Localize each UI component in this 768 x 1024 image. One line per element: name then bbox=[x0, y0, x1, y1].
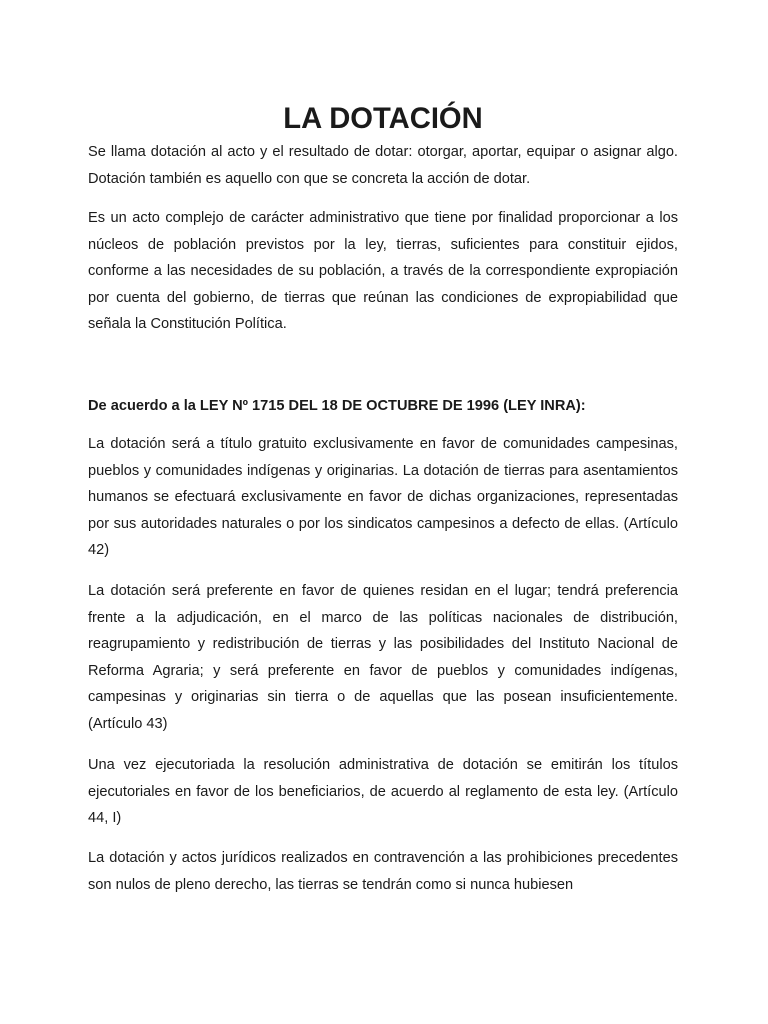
section-paragraph-article-43: La dotación será preferente en favor de quienes residan en el lugar; tendrá preferencia frente a la adjudicación, en el marco de las políticas nacionales de distribución, reagrupamiento y redistribución de tierras y las posibilidades del Instituto Nacional de Reforma Agraria; y será preferente en favor de pueblos y comunidades indígenas, campesinas y originarias sin tierra o de aquellas que las posean insuficientemente. (Artículo 43) bbox=[88, 583, 678, 732]
section-paragraph-article-44: Una vez ejecutoriada la resolución administrativa de dotación se emitirán los títulos ejecutoriales en favor de los beneficiarios, de acuerdo al reglamento de esta ley. (Artículo 44, I) bbox=[88, 757, 678, 827]
section-paragraph-article-42: La dotación será a título gratuito exclusivamente en favor de comunidades campesinas, pueblos y comunidades indígenas y originarias. La dotación de tierras para asentamientos humanos se efectuará exclusivamente en favor de dichas organizaciones, representadas por sus autoridades naturales o por los sindicatos campesinos a defecto de ellas. (Artículo 42) bbox=[88, 436, 678, 559]
document-title: LA DOTACIÓN bbox=[283, 103, 483, 135]
intro-paragraph-1: Se llama dotación al acto y el resultado de dotar: otorgar, aportar, equipar o asignar algo. Dotación también es aquello con que se concreta la acción de dotar. bbox=[88, 144, 678, 187]
intro-paragraph-2: Es un acto complejo de carácter administrativo que tiene por finalidad proporcionar a los núcleos de población previstos por la ley, tierras, suficientes para constituir ejidos, conforme a las necesidades de su población, a través de la correspondiente expropiación por cuenta del gobierno, de tierras que reúnan las condiciones de expropiabilidad que señala la Constitución Política. bbox=[88, 210, 678, 333]
section-heading: De acuerdo a la LEY Nº 1715 DEL 18 DE OCTUBRE DE 1996 (LEY INRA): bbox=[88, 398, 586, 414]
section-paragraph-nullity: La dotación y actos jurídicos realizados en contravención a las prohibiciones precedentes son nulos de pleno derecho, las tierras se tendrán como si nunca hubiesen bbox=[88, 850, 678, 893]
